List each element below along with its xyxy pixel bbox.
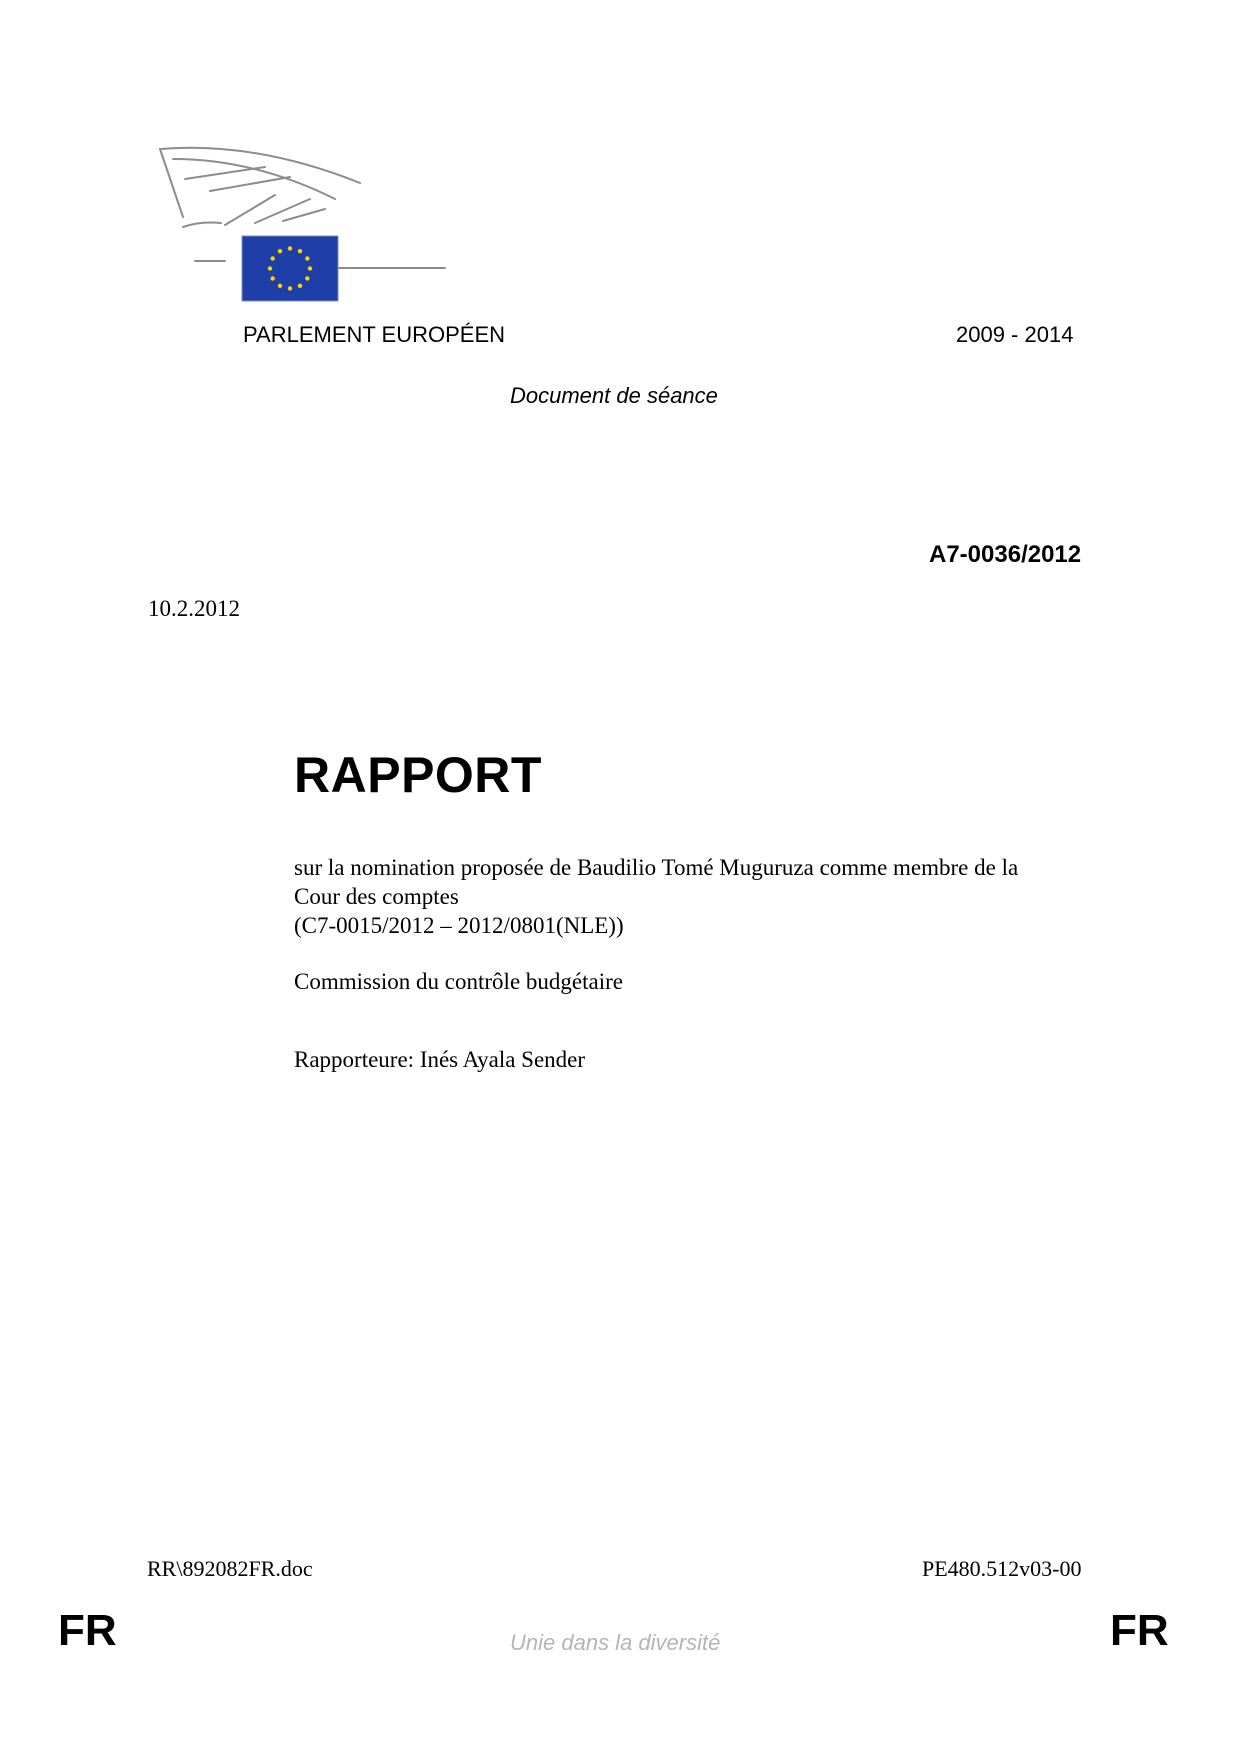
flag-star-icon (278, 284, 282, 288)
flag-star-icon (288, 246, 292, 250)
flag-star-icon (270, 276, 274, 280)
report-date: 10.2.2012 (148, 596, 240, 621)
document-type: Document de séance (510, 383, 718, 408)
language-code-left: FR (58, 1606, 117, 1655)
flag-star-icon (298, 284, 302, 288)
flag-star-icon (268, 266, 272, 270)
flag-star-icon (288, 286, 292, 290)
flag-star-icon (305, 276, 309, 280)
report-reference-number: A7-0036/2012 (929, 541, 1082, 568)
eu-motto: Unie dans la diversité (510, 1630, 721, 1655)
committee-name: Commission du contrôle budgétaire (294, 969, 623, 994)
parliamentary-term: 2009 - 2014 (956, 322, 1074, 347)
rapporteur: Rapporteure: Inés Ayala Sender (294, 1047, 586, 1072)
subject-line: (C7-0015/2012 – 2012/0801(NLE)) (294, 913, 624, 938)
language-code-right: FR (1110, 1606, 1169, 1655)
report-title: RAPPORT (294, 747, 542, 803)
flag-star-icon (308, 266, 312, 270)
eu-flag (242, 236, 338, 301)
subject-line: sur la nomination proposée de Baudilio Tomé Muguruza comme membre de la (294, 855, 1019, 880)
report-subject (294, 853, 1018, 940)
file-reference: RR\892082FR.doc (147, 1556, 313, 1581)
flag-star-icon (305, 256, 309, 260)
european-parliament-logo-icon (155, 143, 455, 308)
flag-star-icon (298, 249, 302, 253)
institution-name: PARLEMENT EUROPÉEN (243, 322, 506, 347)
pe-reference: PE480.512v03-00 (922, 1556, 1082, 1581)
flag-star-icon (270, 256, 274, 260)
subject-line: Cour des comptes (294, 884, 459, 909)
flag-star-icon (278, 249, 282, 253)
